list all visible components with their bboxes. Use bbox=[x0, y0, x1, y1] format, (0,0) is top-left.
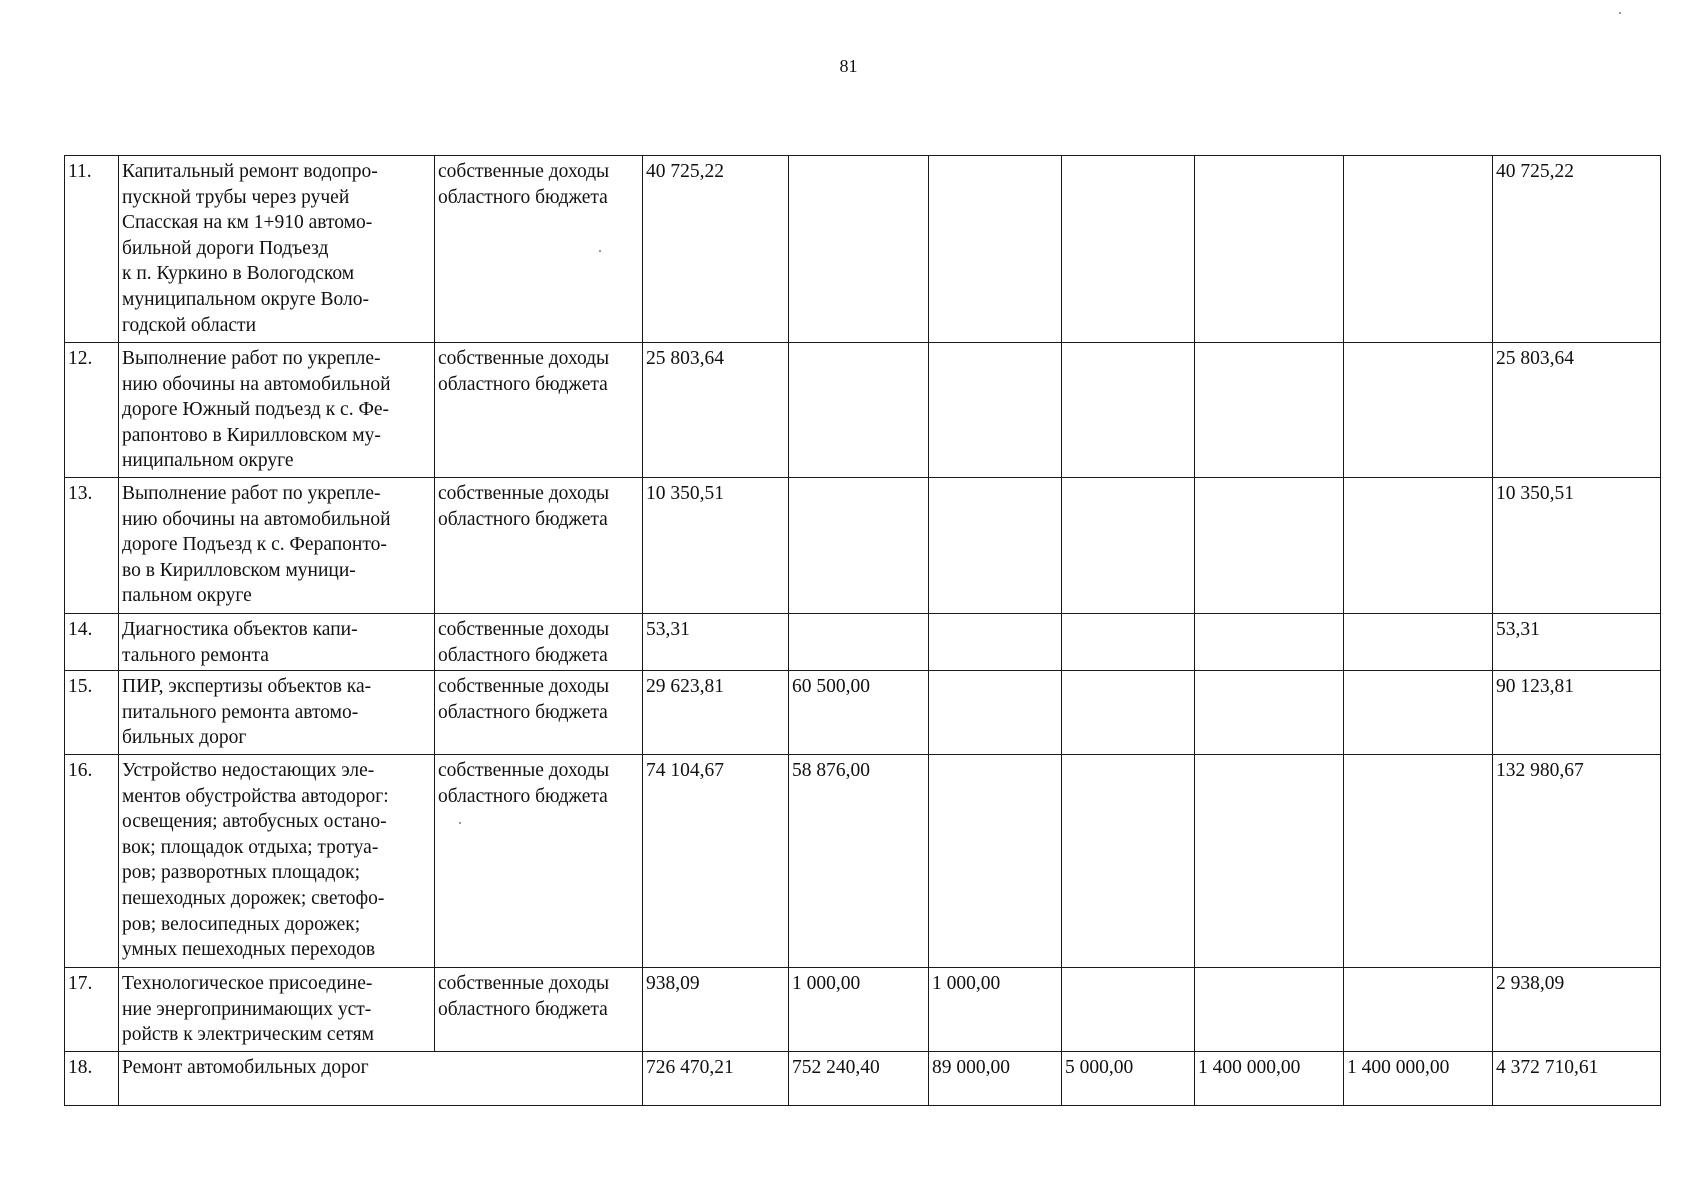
activity-name-cell: Ремонт автомобильных дорог bbox=[119, 1052, 643, 1106]
funding-source-cell bbox=[435, 755, 643, 968]
activity-name-line: пешеходных дорожек; светофо- bbox=[122, 887, 385, 909]
value-2023-cell: 10 350,51 bbox=[643, 478, 789, 614]
activity-name-line: ние энергопринимающих уст- bbox=[122, 998, 372, 1020]
table-row-summary bbox=[65, 1052, 1661, 1106]
activity-name-line: нию обочины на автомобильной bbox=[122, 373, 391, 395]
value-2025-cell bbox=[929, 478, 1062, 614]
value-2028-cell bbox=[1344, 671, 1493, 755]
funding-source-line: областного бюджета bbox=[438, 998, 608, 1020]
table-row bbox=[65, 755, 1661, 968]
activity-name-line: ПИР, экспертизы объектов ка- bbox=[122, 676, 372, 697]
page-number: 81 bbox=[839, 56, 858, 76]
activity-name-cell bbox=[119, 614, 435, 671]
value-2026-cell bbox=[1062, 968, 1195, 1052]
value-2027-cell bbox=[1195, 755, 1344, 968]
value-2024-cell: 58 876,00 bbox=[789, 755, 929, 968]
activity-name-line: ройств к электрическим сетям bbox=[122, 1024, 374, 1046]
table-row bbox=[65, 671, 1661, 755]
funding-source-line: областного бюджета bbox=[438, 785, 608, 807]
funding-source-line: собственные доходы bbox=[438, 619, 610, 640]
funding-source-line: собственные доходы bbox=[438, 676, 610, 697]
activity-name-line: тального ремонта bbox=[122, 644, 269, 666]
value-2028-cell: 1 400 000,00 bbox=[1344, 1052, 1493, 1106]
table-row bbox=[65, 343, 1661, 478]
funding-source-cell bbox=[435, 671, 643, 755]
value-2023-cell: 938,09 bbox=[643, 968, 789, 1052]
funding-source-cell bbox=[435, 343, 643, 478]
table-row bbox=[65, 968, 1661, 1052]
funding-source-cell bbox=[435, 614, 643, 671]
value-2025-cell: 89 000,00 bbox=[929, 1052, 1062, 1106]
value-2023-cell: 74 104,67 bbox=[643, 755, 789, 968]
activity-name-line: ров; разворотных площадок; bbox=[122, 862, 361, 884]
activity-name-line: вок; площадок отдыха; тротуа- bbox=[122, 836, 379, 858]
value-2026-cell bbox=[1062, 478, 1195, 614]
activity-name-line: Устройство недостающих эле- bbox=[122, 760, 375, 781]
row-number: 14. bbox=[65, 614, 119, 671]
value-2025-cell bbox=[929, 614, 1062, 671]
activity-name-line: ров; велосипедных дорожек; bbox=[122, 913, 361, 935]
total-cell: 25 803,64 bbox=[1493, 343, 1661, 478]
value-2028-cell bbox=[1344, 755, 1493, 968]
activity-name-cell bbox=[119, 478, 435, 614]
total-cell: 4 372 710,61 bbox=[1493, 1052, 1661, 1106]
value-2024-cell: 752 240,40 bbox=[789, 1052, 929, 1106]
activity-name-line: дороге Южный подъезд к с. Фе- bbox=[122, 399, 390, 421]
total-cell: 2 938,09 bbox=[1493, 968, 1661, 1052]
value-2024-cell: 60 500,00 bbox=[789, 671, 929, 755]
value-2024-cell: 1 000,00 bbox=[789, 968, 929, 1052]
row-number: 17. bbox=[65, 968, 119, 1052]
row-number: 16. bbox=[65, 755, 119, 968]
activity-name-line: пальном округе bbox=[122, 585, 252, 607]
value-2025-cell bbox=[929, 671, 1062, 755]
row-number: 18. bbox=[65, 1052, 119, 1106]
funding-source-cell bbox=[435, 478, 643, 614]
value-2027-cell bbox=[1195, 343, 1344, 478]
total-cell: 90 123,81 bbox=[1493, 671, 1661, 755]
value-2026-cell bbox=[1062, 755, 1195, 968]
value-2027-cell bbox=[1195, 478, 1344, 614]
funding-source-line: областного бюджета bbox=[438, 508, 608, 530]
funding-source-line: собственные доходы bbox=[438, 760, 610, 781]
value-2027-cell bbox=[1195, 968, 1344, 1052]
value-2024-cell bbox=[789, 343, 929, 478]
total-cell: 132 980,67 bbox=[1493, 755, 1661, 968]
activity-name-line: бильной дороги Подъезд bbox=[122, 237, 329, 259]
activity-name-line: нию обочины на автомобильной bbox=[122, 508, 391, 530]
funding-source-line: областного бюджета bbox=[438, 373, 608, 395]
value-2027-cell bbox=[1195, 156, 1344, 343]
funding-source-line: областного бюджета bbox=[438, 186, 608, 208]
activity-name-line: годской области bbox=[122, 314, 257, 336]
value-2027-cell bbox=[1195, 671, 1344, 755]
activity-name-line: рапонтово в Кирилловском му- bbox=[122, 424, 381, 446]
row-number: 13. bbox=[65, 478, 119, 614]
value-2028-cell bbox=[1344, 968, 1493, 1052]
value-2026-cell bbox=[1062, 343, 1195, 478]
activity-name-line: ментов обустройства автодорог: bbox=[122, 785, 389, 807]
funding-source-line: собственные доходы bbox=[438, 483, 610, 504]
scan-speck bbox=[1619, 12, 1621, 14]
row-number: 11. bbox=[65, 156, 119, 343]
table-row bbox=[65, 614, 1661, 671]
activity-name-line: Диагностика объектов капи- bbox=[122, 619, 358, 640]
value-2025-cell: 1 000,00 bbox=[929, 968, 1062, 1052]
funding-source-line: собственные доходы bbox=[438, 161, 610, 182]
value-2028-cell bbox=[1344, 343, 1493, 478]
table-body bbox=[65, 156, 1661, 1106]
activity-name-line: Спасская на км 1+910 автомо- bbox=[122, 212, 373, 234]
value-2028-cell bbox=[1344, 478, 1493, 614]
table-row bbox=[65, 478, 1661, 614]
total-cell: 53,31 bbox=[1493, 614, 1661, 671]
value-2026-cell bbox=[1062, 614, 1195, 671]
value-2024-cell bbox=[789, 614, 929, 671]
funding-source-cell bbox=[435, 156, 643, 343]
value-2025-cell bbox=[929, 156, 1062, 343]
activity-name-line: дороге Подъезд к с. Ферапонто- bbox=[122, 534, 387, 556]
activity-name-line: Технологическое присоедине- bbox=[122, 973, 373, 994]
activity-name-line: Выполнение работ по укрепле- bbox=[122, 348, 381, 369]
activity-name-line: бильных дорог bbox=[122, 727, 247, 749]
total-cell: 10 350,51 bbox=[1493, 478, 1661, 614]
funding-source-line: собственные доходы bbox=[438, 973, 610, 994]
activity-name-cell bbox=[119, 968, 435, 1052]
total-cell: 40 725,22 bbox=[1493, 156, 1661, 343]
activity-name-line: к п. Куркино в Вологодском bbox=[122, 263, 355, 285]
activity-name-line: Выполнение работ по укрепле- bbox=[122, 483, 381, 504]
row-number: 15. bbox=[65, 671, 119, 755]
activity-name-cell bbox=[119, 343, 435, 478]
value-2028-cell bbox=[1344, 614, 1493, 671]
value-2027-cell: 1 400 000,00 bbox=[1195, 1052, 1344, 1106]
value-2026-cell bbox=[1062, 156, 1195, 343]
funding-source-line: собственные доходы bbox=[438, 348, 610, 369]
funding-source-line: областного бюджета bbox=[438, 701, 608, 723]
value-2025-cell bbox=[929, 755, 1062, 968]
scan-speck bbox=[599, 250, 601, 252]
activity-name-line: муниципальном округе Воло- bbox=[122, 288, 369, 310]
value-2027-cell bbox=[1195, 614, 1344, 671]
activity-name-line: во в Кирилловском муници- bbox=[122, 559, 356, 581]
activity-name-line: освещения; автобусных остано- bbox=[122, 811, 387, 833]
activity-name-line: ниципальном округе bbox=[122, 450, 294, 472]
activity-name-line: питального ремонта автомо- bbox=[122, 701, 359, 723]
value-2024-cell bbox=[789, 478, 929, 614]
table-row bbox=[65, 156, 1661, 343]
activity-name-cell bbox=[119, 156, 435, 343]
value-2028-cell bbox=[1344, 156, 1493, 343]
scan-speck bbox=[459, 822, 461, 824]
budget-table bbox=[64, 155, 1661, 1106]
funding-source-cell bbox=[435, 968, 643, 1052]
value-2023-cell: 29 623,81 bbox=[643, 671, 789, 755]
value-2024-cell bbox=[789, 156, 929, 343]
value-2026-cell: 5 000,00 bbox=[1062, 1052, 1195, 1106]
value-2026-cell bbox=[1062, 671, 1195, 755]
activity-name-cell bbox=[119, 755, 435, 968]
row-number: 12. bbox=[65, 343, 119, 478]
value-2023-cell: 53,31 bbox=[643, 614, 789, 671]
value-2023-cell: 726 470,21 bbox=[643, 1052, 789, 1106]
activity-name-line: Капитальный ремонт водопро- bbox=[122, 161, 378, 182]
funding-source-line: областного бюджета bbox=[438, 644, 608, 666]
activity-name-line: умных пешеходных переходов bbox=[122, 939, 376, 961]
activity-name-line: пускной трубы через ручей bbox=[122, 186, 350, 208]
value-2023-cell: 40 725,22 bbox=[643, 156, 789, 343]
activity-name-cell bbox=[119, 671, 435, 755]
value-2025-cell bbox=[929, 343, 1062, 478]
value-2023-cell: 25 803,64 bbox=[643, 343, 789, 478]
